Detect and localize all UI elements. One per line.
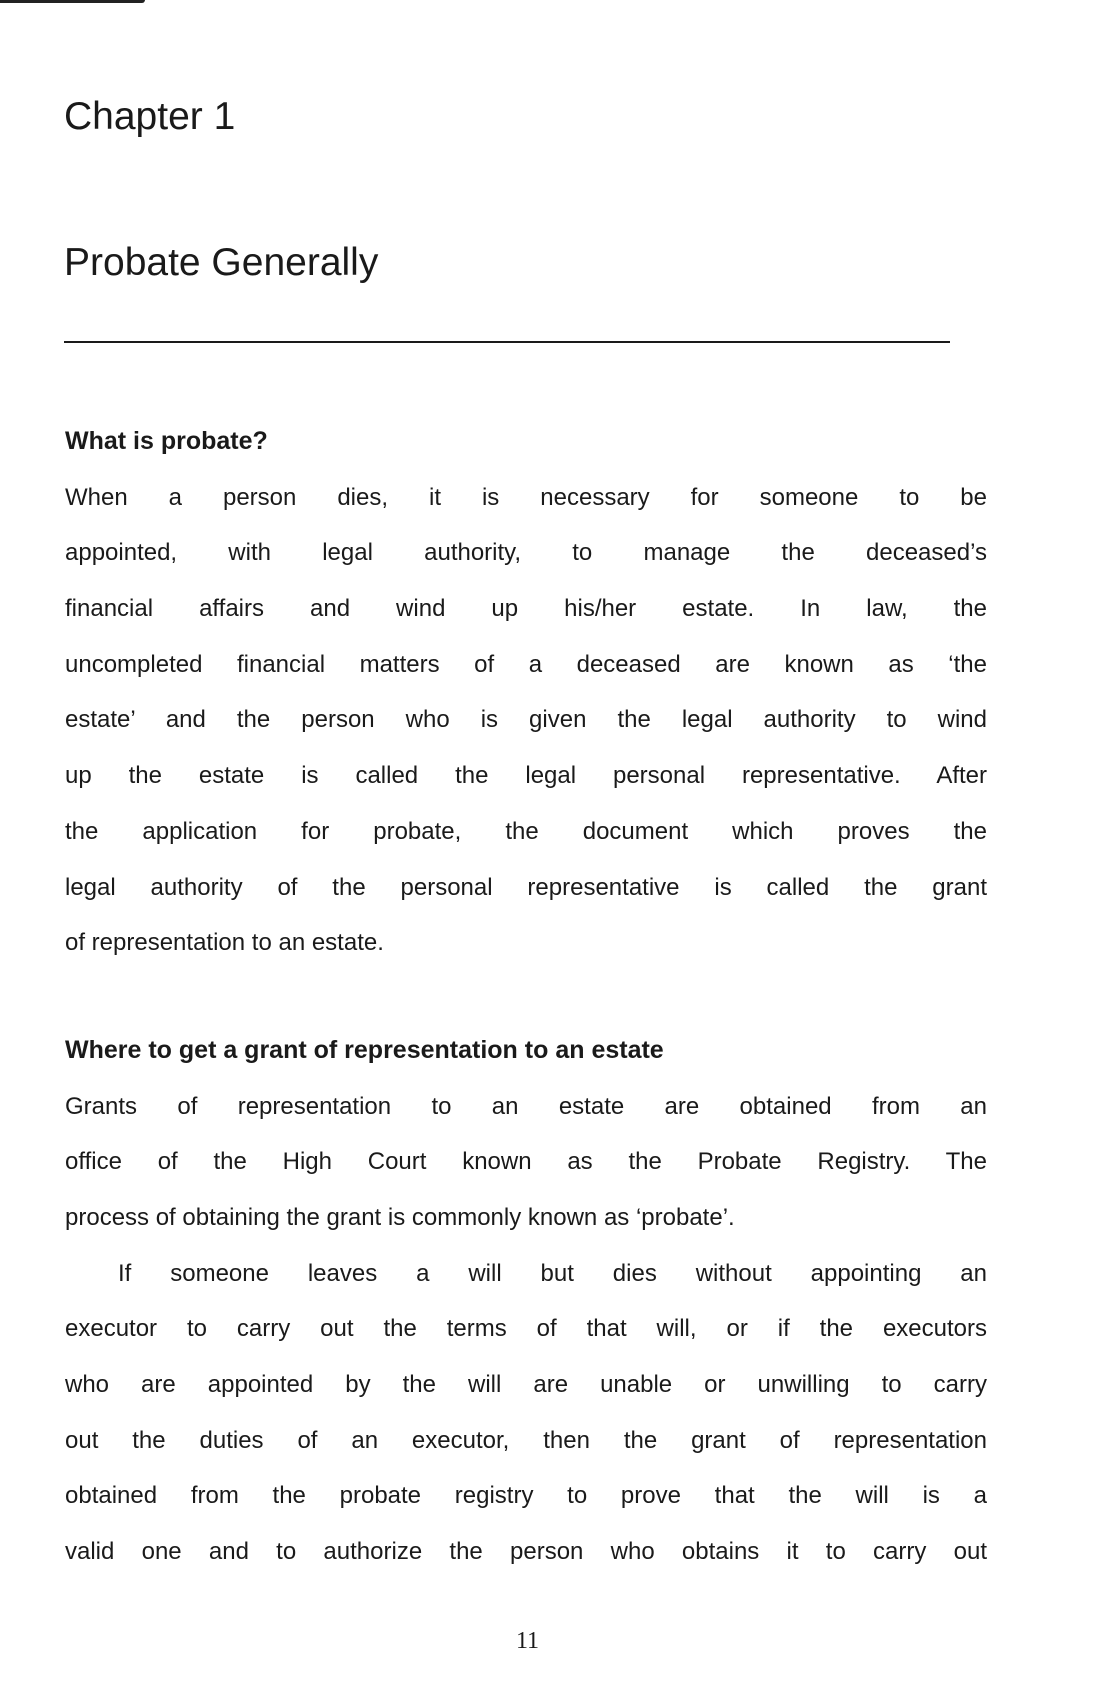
title-divider <box>64 341 950 343</box>
text-line: uncompleted financial matters of a deceased are known as ‘the <box>65 650 987 678</box>
text-line: the application for probate, the document which proves the <box>65 817 987 845</box>
text-line: legal authority of the personal representative is called the grant <box>65 873 987 901</box>
text-line: appointed, with legal authority, to manage the deceased’s <box>65 539 987 567</box>
page-body <box>65 414 987 1580</box>
paragraph <box>65 1246 987 1580</box>
section-heading: What is probate? <box>65 427 268 455</box>
paragraph <box>65 1079 987 1246</box>
text-line: process of obtaining the grant is commonly known as ‘probate’. <box>65 1203 735 1231</box>
text-line: out the duties of an executor, then the grant of representation <box>65 1426 987 1454</box>
text-line: If someone leaves a will but dies without appointing an <box>118 1259 987 1287</box>
chapter-title: Probate Generally <box>64 241 379 284</box>
chapter-label: Chapter 1 <box>64 95 236 138</box>
text-line: estate’ and the person who is given the legal authority to wind <box>65 706 987 734</box>
text-line: Grants of representation to an estate are obtained from an <box>65 1092 987 1120</box>
section-heading: Where to get a grant of representation to an estate <box>65 1035 664 1064</box>
text-line: who are appointed by the will are unable or unwilling to carry <box>65 1371 987 1398</box>
text-line: valid one and to authorize the person who obtains it to carry out <box>65 1538 987 1566</box>
text-line: of representation to an estate. <box>65 929 384 957</box>
text-line: executor to carry out the terms of that will, or if the executors <box>65 1315 987 1343</box>
text-line: obtained from the probate registry to prove that the will is a <box>65 1482 987 1510</box>
text-line: When a person dies, it is necessary for someone to be <box>65 483 987 511</box>
scan-edge-shadow <box>0 0 145 3</box>
text-line: financial affairs and wind up his/her estate. In law, the <box>65 595 987 623</box>
text-line: office of the High Court known as the Probate Registry. The <box>65 1148 987 1176</box>
page-number: 11 <box>515 1628 540 1654</box>
text-line: up the estate is called the legal personal representative. After <box>65 762 987 790</box>
paragraph <box>65 470 987 971</box>
